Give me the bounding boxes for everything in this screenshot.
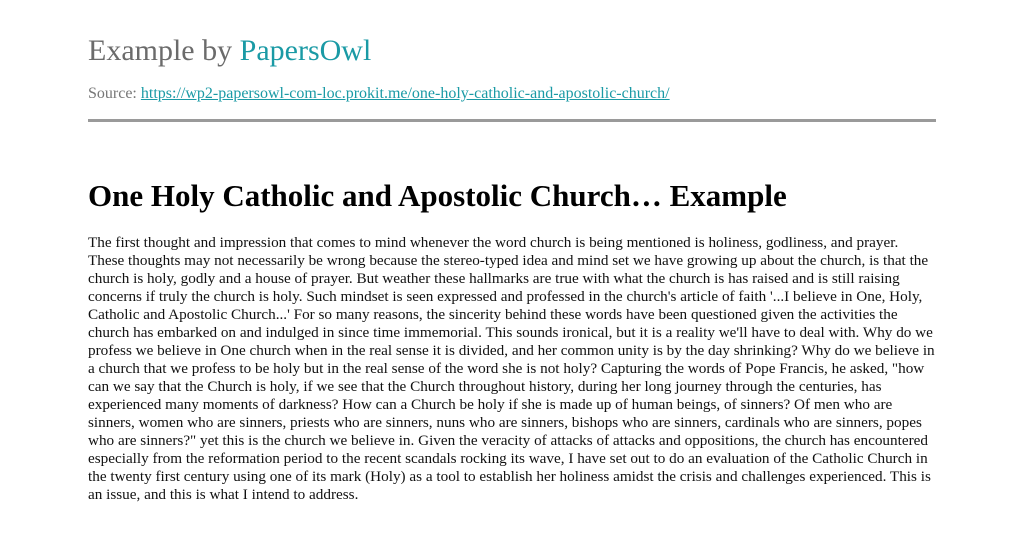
- site-brand: [88, 33, 936, 69]
- article-body: The first thought and impression that comes to mind whenever the word church is being mentioned is holiness, godliness, and prayer. These thoughts may not necessarily be wrong because the stereo-typed idea and mind set we have growing up about the church, is that the church is holy, godly and a house of prayer. But weather these hallmarks are true with what the church is has raised and is still raising concerns if truly the church is holy. Such mindset is seen expressed and professed in the church's article of faith '...I believe in One, Holy, Catholic and Apostolic Church...' For so many reasons, the sincerity behind these words have been questioned given the activities the church has embarked on and indulged in since time immemorial. This sounds ironical, but it is a reality we'll have to deal with. Why do we profess we believe in One church when in the real sense it is divided, and her common unity is by the day shrinking? Why do we believe in a church that we profess to be holy but in the real sense of the word she is not holy? Capturing the words of Pope Francis, he asked, "how can we say that the Church is holy, if we see that the Church throughout history, during her long journey through the centuries, has experienced many moments of darkness? How can a Church be holy if she is made up of human beings, of sinners? Of men who are sinners, women who are sinners, priests who are sinners, nuns who are sinners, bishops who are sinners, cardinals who are sinners, popes who are sinners?" yet this is the church we believe in. Given the veracity of attacks of attacks and oppositions, the church has encountered especially from the reformation period to the recent scandals rocking its wave, I have set out to do an evaluation of the Catholic Church in the twenty first century using one of its mark (Holy) as a tool to establish her holiness amidst the crisis and challenges experienced. This is an issue, and this is what I intend to address.: [88, 234, 935, 503]
- brand-prefix: Example by: [88, 34, 233, 67]
- source-label: Source:: [88, 85, 137, 102]
- document-page: [88, 0, 936, 504]
- header-divider: [88, 119, 936, 122]
- source-link[interactable]: https://wp2-papersowl-com-loc.prokit.me/one-holy-catholic-and-apostolic-church/: [140, 85, 670, 102]
- brand-name: PapersOwl: [239, 34, 372, 67]
- source-line: [88, 84, 936, 104]
- article-title: One Holy Catholic and Apostolic Church… Example: [88, 178, 787, 213]
